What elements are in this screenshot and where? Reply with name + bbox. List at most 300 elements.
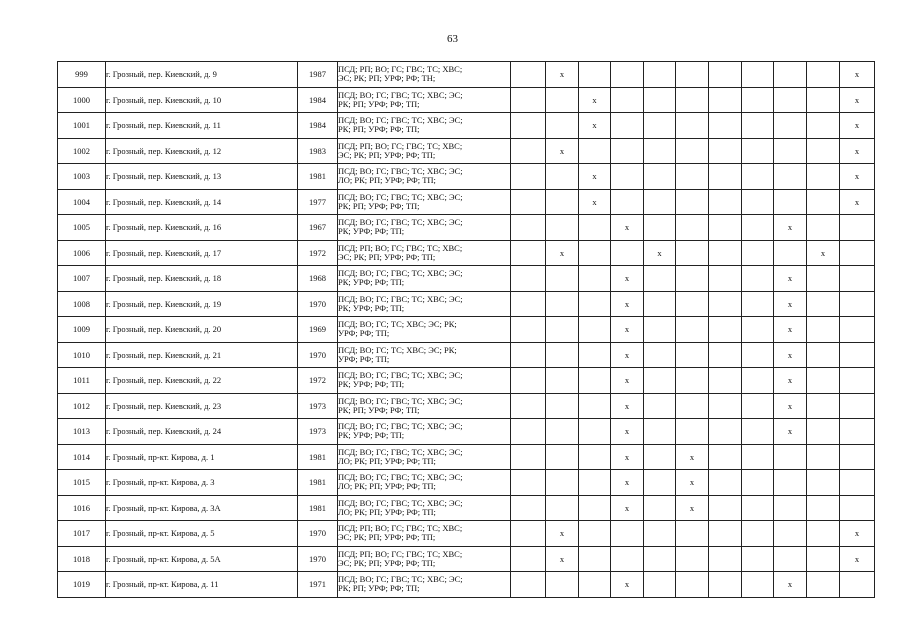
mark-cell: x	[579, 164, 611, 190]
mark-cell: x	[774, 215, 807, 241]
mark-cell	[511, 521, 546, 547]
mark-cell	[709, 240, 742, 266]
year-cell: 1981	[298, 164, 338, 190]
mark-cell: x	[546, 521, 579, 547]
systems-line: ЭС; РК; РП; УРФ; РФ; ТП;	[338, 557, 436, 568]
systems-cell	[338, 546, 511, 572]
mark-cell	[611, 164, 644, 190]
mark-cell	[807, 164, 840, 190]
mark-cell	[709, 419, 742, 445]
row-number-cell: 1017	[58, 521, 106, 547]
mark-cell	[511, 62, 546, 88]
mark-cell	[644, 368, 676, 394]
address-cell: г. Грозный, пер. Киевский, д. 10	[106, 87, 298, 113]
systems-line: ПСД; ВО; ГС; ГВС; ТС; ХВС; ЭС;	[338, 497, 463, 508]
mark-cell	[840, 572, 875, 598]
row-number-cell: 1013	[58, 419, 106, 445]
mark-cell	[774, 546, 807, 572]
systems-line: ПСД; ВО; ГС; ГВС; ТС; ХВС; ЭС;	[338, 421, 463, 432]
mark-cell: x	[840, 87, 875, 113]
mark-cell	[546, 266, 579, 292]
row-number-cell: 1007	[58, 266, 106, 292]
mark-cell	[611, 240, 644, 266]
table-row	[58, 291, 875, 317]
mark-cell	[644, 521, 676, 547]
address-cell: г. Грозный, пр-кт. Кирова, д. 5А	[106, 546, 298, 572]
row-number-cell: 1003	[58, 164, 106, 190]
mark-cell	[840, 470, 875, 496]
systems-cell	[338, 164, 511, 190]
mark-cell	[807, 546, 840, 572]
mark-cell	[511, 113, 546, 139]
systems-cell	[338, 266, 511, 292]
mark-cell	[807, 495, 840, 521]
mark-cell	[742, 470, 774, 496]
systems-line: ПСД; ВО; ГС; ТС; ХВС; ЭС; РК;	[338, 344, 457, 355]
mark-cell	[511, 393, 546, 419]
mark-cell	[840, 495, 875, 521]
mark-cell: x	[774, 266, 807, 292]
mark-cell: x	[774, 572, 807, 598]
mark-cell	[709, 546, 742, 572]
mark-cell	[709, 342, 742, 368]
mark-cell	[709, 291, 742, 317]
year-cell: 1972	[298, 368, 338, 394]
systems-cell	[338, 470, 511, 496]
mark-cell	[546, 444, 579, 470]
mark-cell	[511, 572, 546, 598]
mark-cell	[546, 419, 579, 445]
mark-cell	[644, 470, 676, 496]
address-cell: г. Грозный, пер. Киевский, д. 12	[106, 138, 298, 164]
mark-cell	[676, 419, 709, 445]
mark-cell	[742, 240, 774, 266]
mark-cell: x	[676, 495, 709, 521]
mark-cell	[579, 546, 611, 572]
mark-cell	[742, 266, 774, 292]
mark-cell	[840, 215, 875, 241]
mark-cell: x	[774, 291, 807, 317]
mark-cell	[742, 546, 774, 572]
mark-cell	[546, 470, 579, 496]
row-number-cell: 1015	[58, 470, 106, 496]
systems-line: РК; РП; УРФ; РФ; ТП;	[338, 404, 420, 415]
mark-cell	[644, 393, 676, 419]
mark-cell	[546, 572, 579, 598]
mark-cell: x	[840, 164, 875, 190]
mark-cell	[611, 189, 644, 215]
year-cell: 1984	[298, 87, 338, 113]
mark-cell	[774, 62, 807, 88]
mark-cell	[676, 62, 709, 88]
systems-line: ЛО; РК; РП; УРФ; РФ; ТП;	[338, 175, 436, 186]
mark-cell	[511, 240, 546, 266]
mark-cell	[644, 291, 676, 317]
systems-line: ПСД; ВО; ГС; ГВС; ТС; ХВС; ЭС;	[338, 446, 463, 457]
mark-cell	[807, 521, 840, 547]
mark-cell	[676, 317, 709, 343]
mark-cell	[774, 87, 807, 113]
mark-cell	[807, 62, 840, 88]
mark-cell	[511, 495, 546, 521]
address-cell: г. Грозный, пер. Киевский, д. 24	[106, 419, 298, 445]
mark-cell: x	[579, 113, 611, 139]
mark-cell	[644, 138, 676, 164]
systems-line: ПСД; РП; ВО; ГС; ГВС; ТС; ХВС;	[338, 548, 463, 559]
systems-cell	[338, 495, 511, 521]
year-cell: 1977	[298, 189, 338, 215]
mark-cell	[511, 189, 546, 215]
mark-cell: x	[611, 470, 644, 496]
address-cell: г. Грозный, пер. Киевский, д. 21	[106, 342, 298, 368]
mark-cell	[579, 368, 611, 394]
mark-cell	[774, 444, 807, 470]
mark-cell	[579, 62, 611, 88]
address-cell: г. Грозный, пр-кт. Кирова, д. 3	[106, 470, 298, 496]
mark-cell	[511, 164, 546, 190]
table-row	[58, 266, 875, 292]
mark-cell	[676, 138, 709, 164]
table-row	[58, 470, 875, 496]
mark-cell	[676, 342, 709, 368]
mark-cell: x	[611, 368, 644, 394]
mark-cell: x	[676, 444, 709, 470]
mark-cell	[742, 572, 774, 598]
mark-cell: x	[611, 266, 644, 292]
table-row	[58, 495, 875, 521]
systems-line: ЭС; РК; РП; УРФ; РФ; ТП;	[338, 251, 436, 262]
mark-cell	[546, 368, 579, 394]
table-row	[58, 215, 875, 241]
year-cell: 1968	[298, 266, 338, 292]
row-number-cell: 1018	[58, 546, 106, 572]
mark-cell	[742, 317, 774, 343]
systems-line: РК; УРФ; РФ; ТП;	[338, 430, 405, 441]
mark-cell	[774, 495, 807, 521]
mark-cell	[742, 164, 774, 190]
mark-cell	[742, 87, 774, 113]
mark-cell	[840, 342, 875, 368]
mark-cell	[511, 470, 546, 496]
mark-cell	[644, 495, 676, 521]
mark-cell	[807, 317, 840, 343]
row-number-cell: 1012	[58, 393, 106, 419]
row-number-cell: 1019	[58, 572, 106, 598]
mark-cell	[709, 87, 742, 113]
mark-cell	[840, 444, 875, 470]
row-number-cell: 1006	[58, 240, 106, 266]
mark-cell	[709, 368, 742, 394]
systems-line: РК; УРФ; РФ; ТП;	[338, 379, 405, 390]
mark-cell	[546, 189, 579, 215]
table-row	[58, 62, 875, 88]
systems-line: РК; УРФ; РФ; ТП;	[338, 302, 405, 313]
mark-cell	[709, 444, 742, 470]
mark-cell	[579, 495, 611, 521]
systems-cell	[338, 342, 511, 368]
table-row	[58, 342, 875, 368]
mark-cell	[511, 444, 546, 470]
mark-cell: x	[774, 317, 807, 343]
address-cell: г. Грозный, пер. Киевский, д. 23	[106, 393, 298, 419]
mark-cell	[644, 164, 676, 190]
mark-cell	[807, 444, 840, 470]
table-row	[58, 138, 875, 164]
mark-cell	[546, 317, 579, 343]
mark-cell: x	[579, 87, 611, 113]
mark-cell	[676, 572, 709, 598]
mark-cell	[546, 87, 579, 113]
systems-line: ПСД; ВО; ГС; ГВС; ТС; ХВС; ЭС;	[338, 472, 463, 483]
mark-cell	[676, 291, 709, 317]
mark-cell	[676, 368, 709, 394]
table-row	[58, 444, 875, 470]
row-number-cell: 1016	[58, 495, 106, 521]
mark-cell	[676, 189, 709, 215]
systems-cell	[338, 87, 511, 113]
mark-cell	[840, 317, 875, 343]
mark-cell	[840, 240, 875, 266]
mark-cell: x	[807, 240, 840, 266]
mark-cell	[807, 189, 840, 215]
address-cell: г. Грозный, пер. Киевский, д. 19	[106, 291, 298, 317]
mark-cell: x	[840, 138, 875, 164]
year-cell: 1971	[298, 572, 338, 598]
mark-cell	[676, 393, 709, 419]
systems-cell	[338, 62, 511, 88]
mark-cell	[774, 189, 807, 215]
systems-cell	[338, 368, 511, 394]
mark-cell	[774, 138, 807, 164]
mark-cell	[546, 113, 579, 139]
systems-line: ПСД; ВО; ГС; ГВС; ТС; ХВС; ЭС;	[338, 293, 463, 304]
mark-cell	[579, 291, 611, 317]
mark-cell: x	[840, 62, 875, 88]
table-row	[58, 87, 875, 113]
year-cell: 1981	[298, 495, 338, 521]
mark-cell	[840, 291, 875, 317]
mark-cell: x	[611, 342, 644, 368]
mark-cell	[807, 215, 840, 241]
row-number-cell: 1004	[58, 189, 106, 215]
systems-line: ПСД; ВО; ГС; ТС; ХВС; ЭС; РК;	[338, 319, 457, 330]
address-cell: г. Грозный, пер. Киевский, д. 13	[106, 164, 298, 190]
year-cell: 1969	[298, 317, 338, 343]
address-cell: г. Грозный, пр-кт. Кирова, д. 5	[106, 521, 298, 547]
table-row	[58, 164, 875, 190]
mark-cell	[709, 393, 742, 419]
row-number-cell: 1008	[58, 291, 106, 317]
systems-line: ПСД; ВО; ГС; ГВС; ТС; ХВС; ЭС;	[338, 268, 463, 279]
mark-cell	[709, 138, 742, 164]
systems-line: ПСД; ВО; ГС; ГВС; ТС; ХВС; ЭС;	[338, 395, 463, 406]
address-cell: г. Грозный, пер. Киевский, д. 16	[106, 215, 298, 241]
systems-cell	[338, 393, 511, 419]
mark-cell	[807, 266, 840, 292]
address-cell: г. Грозный, пр-кт. Кирова, д. 1	[106, 444, 298, 470]
mark-cell	[579, 138, 611, 164]
systems-line: ЛО; РК; РП; УРФ; РФ; ТП;	[338, 506, 436, 517]
mark-cell	[611, 546, 644, 572]
mark-cell	[644, 266, 676, 292]
year-cell: 1970	[298, 521, 338, 547]
systems-line: ПСД; ВО; ГС; ГВС; ТС; ХВС; ЭС;	[338, 217, 463, 228]
mark-cell	[579, 317, 611, 343]
mark-cell	[742, 495, 774, 521]
systems-line: ПСД; ВО; ГС; ГВС; ТС; ХВС; ЭС;	[338, 166, 463, 177]
mark-cell	[807, 291, 840, 317]
mark-cell	[511, 291, 546, 317]
address-cell: г. Грозный, пер. Киевский, д. 9	[106, 62, 298, 88]
mark-cell	[807, 572, 840, 598]
mark-cell	[644, 419, 676, 445]
row-number-cell: 1001	[58, 113, 106, 139]
row-number-cell: 1002	[58, 138, 106, 164]
mark-cell	[511, 87, 546, 113]
address-cell: г. Грозный, пер. Киевский, д. 18	[106, 266, 298, 292]
systems-cell	[338, 572, 511, 598]
systems-line: ЭС; РК; РП; УРФ; РФ; ТП;	[338, 532, 436, 543]
mark-cell	[709, 572, 742, 598]
row-number-cell: 1009	[58, 317, 106, 343]
year-cell: 1981	[298, 444, 338, 470]
systems-line: ПСД; РП; ВО; ГС; ГВС; ТС; ХВС;	[338, 523, 463, 534]
mark-cell	[611, 113, 644, 139]
table-row	[58, 189, 875, 215]
systems-cell	[338, 317, 511, 343]
mark-cell	[511, 317, 546, 343]
mark-cell	[546, 164, 579, 190]
year-cell: 1967	[298, 215, 338, 241]
mark-cell	[742, 521, 774, 547]
systems-line: ПСД; ВО; ГС; ГВС; ТС; ХВС; ЭС;	[338, 89, 463, 100]
mark-cell	[840, 419, 875, 445]
row-number-cell: 1005	[58, 215, 106, 241]
address-cell: г. Грозный, пер. Киевский, д. 22	[106, 368, 298, 394]
mark-cell: x	[840, 113, 875, 139]
table-row	[58, 368, 875, 394]
year-cell: 1973	[298, 419, 338, 445]
mark-cell	[742, 62, 774, 88]
systems-cell	[338, 138, 511, 164]
mark-cell	[644, 189, 676, 215]
mark-cell	[644, 87, 676, 113]
mark-cell	[579, 470, 611, 496]
registry-body	[58, 62, 875, 598]
mark-cell	[546, 291, 579, 317]
table-row	[58, 240, 875, 266]
mark-cell: x	[611, 317, 644, 343]
row-number-cell: 999	[58, 62, 106, 88]
mark-cell: x	[579, 189, 611, 215]
mark-cell	[611, 62, 644, 88]
mark-cell	[579, 521, 611, 547]
systems-cell	[338, 189, 511, 215]
mark-cell: x	[774, 342, 807, 368]
systems-line: РК; РП; УРФ; РФ; ТП;	[338, 583, 420, 594]
mark-cell	[676, 164, 709, 190]
mark-cell: x	[840, 521, 875, 547]
mark-cell	[742, 393, 774, 419]
table-row	[58, 546, 875, 572]
mark-cell	[511, 546, 546, 572]
mark-cell	[611, 87, 644, 113]
mark-cell	[742, 189, 774, 215]
systems-line: УРФ; РФ; ТП;	[338, 328, 390, 339]
mark-cell	[709, 317, 742, 343]
mark-cell	[807, 113, 840, 139]
mark-cell	[807, 368, 840, 394]
row-number-cell: 1014	[58, 444, 106, 470]
mark-cell	[840, 393, 875, 419]
mark-cell	[579, 419, 611, 445]
mark-cell	[807, 470, 840, 496]
systems-cell	[338, 521, 511, 547]
mark-cell: x	[611, 444, 644, 470]
table-row	[58, 113, 875, 139]
mark-cell	[742, 342, 774, 368]
mark-cell: x	[644, 240, 676, 266]
mark-cell	[579, 266, 611, 292]
systems-cell	[338, 419, 511, 445]
mark-cell: x	[611, 419, 644, 445]
year-cell: 1981	[298, 470, 338, 496]
mark-cell	[676, 113, 709, 139]
mark-cell	[774, 470, 807, 496]
table-row	[58, 419, 875, 445]
mark-cell	[511, 368, 546, 394]
mark-cell: x	[840, 189, 875, 215]
mark-cell	[579, 215, 611, 241]
mark-cell	[511, 419, 546, 445]
mark-cell	[709, 495, 742, 521]
year-cell: 1970	[298, 342, 338, 368]
mark-cell	[709, 62, 742, 88]
mark-cell	[511, 266, 546, 292]
mark-cell	[676, 546, 709, 572]
mark-cell: x	[546, 62, 579, 88]
mark-cell	[774, 240, 807, 266]
address-cell: г. Грозный, пер. Киевский, д. 20	[106, 317, 298, 343]
row-number-cell: 1010	[58, 342, 106, 368]
systems-line: ПСД; ВО; ГС; ГВС; ТС; ХВС; ЭС;	[338, 370, 463, 381]
systems-line: УРФ; РФ; ТП;	[338, 353, 390, 364]
mark-cell	[742, 291, 774, 317]
mark-cell	[840, 368, 875, 394]
systems-line: РК; РП; УРФ; РФ; ТП;	[338, 200, 420, 211]
systems-line: ЛО; РК; РП; УРФ; РФ; ТП;	[338, 481, 436, 492]
systems-line: ПСД; ВО; ГС; ГВС; ТС; ХВС; ЭС;	[338, 574, 463, 585]
mark-cell: x	[611, 393, 644, 419]
mark-cell	[709, 189, 742, 215]
systems-line: ЭС; РК; РП; УРФ; РФ; ТП;	[338, 149, 436, 160]
mark-cell	[644, 572, 676, 598]
mark-cell	[546, 495, 579, 521]
address-cell: г. Грозный, пер. Киевский, д. 11	[106, 113, 298, 139]
mark-cell	[709, 470, 742, 496]
mark-cell	[644, 342, 676, 368]
mark-cell	[742, 113, 774, 139]
year-cell: 1973	[298, 393, 338, 419]
mark-cell	[807, 138, 840, 164]
mark-cell	[511, 138, 546, 164]
mark-cell: x	[774, 419, 807, 445]
mark-cell	[676, 521, 709, 547]
year-cell: 1987	[298, 62, 338, 88]
mark-cell	[611, 138, 644, 164]
mark-cell: x	[546, 138, 579, 164]
systems-line: ПСД; ВО; ГС; ГВС; ТС; ХВС; ЭС;	[338, 191, 463, 202]
